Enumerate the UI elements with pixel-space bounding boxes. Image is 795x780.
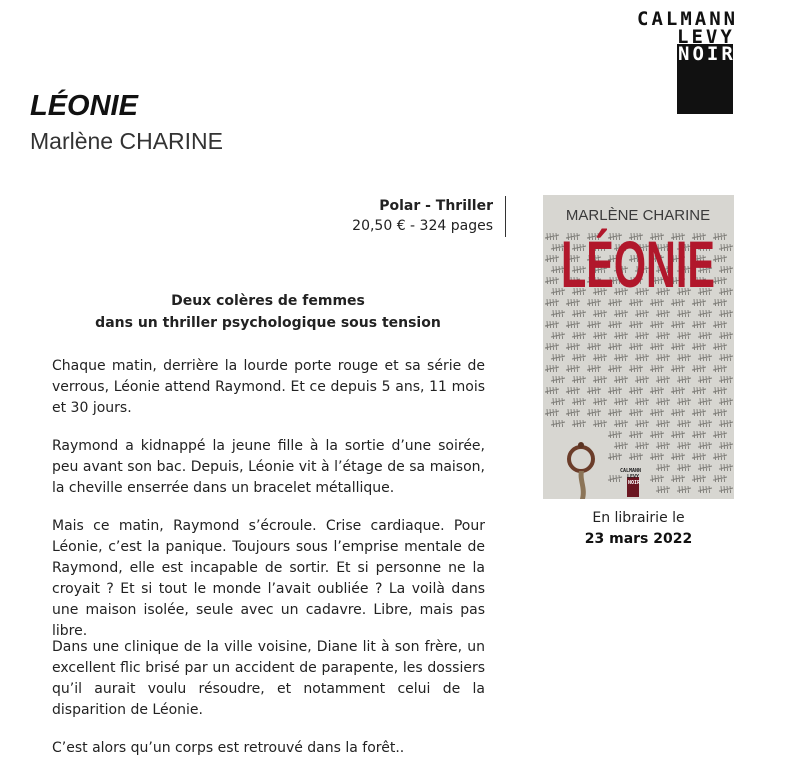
summary-paragraph: C’est alors qu’un corps est retrouvé dans la forêt.. bbox=[52, 740, 405, 756]
book-genre: Polar - Thriller bbox=[379, 198, 493, 214]
cover-author: MARLÈNE CHARINE bbox=[565, 207, 711, 224]
release-date: 23 mars 2022 bbox=[584, 531, 693, 547]
summary-paragraph: Dans une clinique de la ville voisine, Diane lit à son frère, un excellent flic brisé par un accident de parapente, les dossiers qu’il aurait voulu résoudre, et notamment celui de la disparition de Léonie. bbox=[52, 639, 485, 718]
publisher-logo bbox=[637, 8, 777, 114]
book-cover bbox=[543, 195, 734, 499]
summary-paragraph: Mais ce matin, Raymond s’écroule. Crise cardiaque. Pour Léonie, c’est la panique. Toujours sous l’emprise mentale de Raymond, elle est incapable de sortir. Et si personne ne la croyait ? Et si tout le monde l’avait oubliée ? La voilà dans une maison isolée, seule avec un cadavre. Libre, mais pas libre. bbox=[52, 518, 485, 639]
logo-line-1: CALMANN bbox=[637, 8, 739, 30]
cover-logo-line-3: NOIR bbox=[628, 480, 641, 486]
summary-paragraph: Raymond a kidnappé la jeune fille à la sortie d’une soirée, peu avant son bac. Depuis, Léonie vit à l’étage de sa maison, la cheville enserrée dans un bracelet métallique. bbox=[52, 438, 485, 496]
cover-logo-line-2: LEVY bbox=[627, 474, 640, 480]
release-label: En librairie le bbox=[592, 510, 685, 526]
summary-paragraph: Chaque matin, derrière la lourde porte rouge et sa série de verrous, Léonie attend Raymond. Et ce depuis 5 ans, 11 mois et 30 jours. bbox=[52, 358, 485, 416]
tagline-line-2: dans un thriller psychologique sous tension bbox=[95, 315, 441, 331]
ring-anchor bbox=[578, 442, 584, 448]
cover-title: LÉONIE bbox=[561, 227, 715, 301]
logo-line-3: NOIR bbox=[678, 43, 736, 65]
book-author: Marlène CHARINE bbox=[30, 128, 223, 154]
book-price-pages: 20,50 € - 324 pages bbox=[352, 218, 493, 234]
book-title: LÉONIE bbox=[30, 90, 138, 122]
tagline-line-1: Deux colères de femmes bbox=[171, 293, 365, 309]
logo-line-2: LEVY bbox=[677, 26, 735, 48]
cover-logo-line-1: CALMANN bbox=[620, 468, 642, 474]
vertical-divider bbox=[505, 196, 506, 237]
